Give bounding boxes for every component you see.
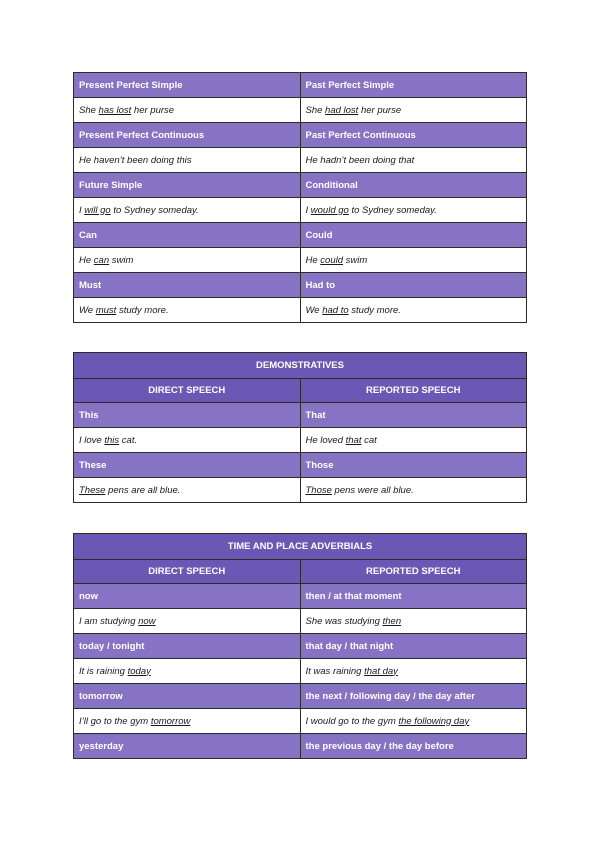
reported-form-cell	[300, 173, 527, 198]
text-segment: now	[79, 590, 98, 602]
text-segment: Past Perfect Continuous	[305, 129, 416, 141]
text-segment: He haven’t been doing this	[79, 154, 192, 166]
text-segment: It was raining	[305, 665, 365, 677]
reported-speech-header: REPORTED SPEECH	[300, 379, 527, 403]
text-segment: I love	[79, 434, 105, 446]
reported-example-cell	[300, 478, 527, 503]
reported-example-cell	[300, 198, 527, 223]
text-segment: Future Simple	[79, 179, 143, 191]
text-segment: She	[305, 104, 326, 116]
direct-form-cell	[74, 173, 301, 198]
highlighted-verb: could	[320, 254, 344, 266]
example-row	[74, 248, 527, 273]
column-header-row	[74, 379, 527, 403]
direct-example-cell	[74, 428, 301, 453]
time-place-adverbials-table	[73, 533, 527, 759]
text-segment: pens were all blue.	[331, 484, 414, 496]
highlighted-verb: that day	[364, 665, 398, 677]
tense-shift-rows	[74, 73, 527, 323]
text-segment: I	[305, 204, 311, 216]
direct-form-cell	[74, 123, 301, 148]
direct-example-cell	[74, 609, 301, 634]
highlighted-verb: now	[138, 615, 156, 627]
text-segment: Must	[79, 279, 102, 291]
highlighted-verb: today	[127, 665, 151, 677]
text-segment: Those	[305, 459, 334, 471]
direct-example-cell	[74, 298, 301, 323]
demonstratives-table	[73, 352, 527, 503]
category-row	[74, 453, 527, 478]
category-row	[74, 684, 527, 709]
text-segment: tomorrow	[79, 690, 123, 702]
reported-example-cell	[300, 709, 527, 734]
category-row	[74, 123, 527, 148]
text-segment: Conditional	[305, 179, 358, 191]
text-segment: that day / that night	[305, 640, 394, 652]
text-segment: He	[79, 254, 94, 266]
reported-form-cell	[300, 453, 527, 478]
highlighted-verb: had to	[322, 304, 349, 316]
text-segment: swim	[109, 254, 134, 266]
example-row	[74, 478, 527, 503]
text-segment: study more.	[348, 304, 401, 316]
highlighted-verb: had lost	[325, 104, 359, 116]
adverbials-title: TIME AND PLACE ADVERBIALS	[74, 534, 527, 560]
reported-form-cell	[300, 73, 527, 98]
reported-example-cell	[300, 298, 527, 323]
adverbials-rows	[74, 584, 527, 759]
reported-form-cell	[300, 634, 527, 659]
text-segment: Past Perfect Simple	[305, 79, 395, 91]
example-row	[74, 609, 527, 634]
example-row	[74, 428, 527, 453]
highlighted-verb: These	[79, 484, 106, 496]
highlighted-verb: this	[104, 434, 120, 446]
example-row	[74, 659, 527, 684]
direct-example-cell	[74, 198, 301, 223]
text-segment: These	[79, 459, 107, 471]
category-row	[74, 634, 527, 659]
text-segment: swim	[343, 254, 368, 266]
table-title-row	[74, 353, 527, 379]
reported-example-cell	[300, 148, 527, 173]
reported-example-cell	[300, 98, 527, 123]
demonstratives-title: DEMONSTRATIVES	[74, 353, 527, 379]
highlighted-verb: then	[382, 615, 402, 627]
highlighted-verb: can	[93, 254, 110, 266]
direct-example-cell	[74, 148, 301, 173]
category-row	[74, 403, 527, 428]
direct-form-cell	[74, 73, 301, 98]
direct-form-cell	[74, 223, 301, 248]
text-segment: the next / following day / the day after	[305, 690, 475, 702]
direct-example-cell	[74, 659, 301, 684]
reported-form-cell	[300, 734, 527, 759]
text-segment: This	[79, 409, 99, 421]
text-segment: cat	[361, 434, 377, 446]
direct-form-cell	[74, 684, 301, 709]
text-segment: That	[305, 409, 326, 421]
direct-example-cell	[74, 98, 301, 123]
text-segment: Present Perfect Continuous	[79, 129, 205, 141]
category-row	[74, 173, 527, 198]
text-segment: I am studying	[79, 615, 139, 627]
text-segment: We	[79, 304, 96, 316]
direct-form-cell	[74, 453, 301, 478]
direct-example-cell	[74, 248, 301, 273]
text-segment: to Sydney someday.	[110, 204, 199, 216]
highlighted-verb: tomorrow	[150, 715, 191, 727]
text-segment: Present Perfect Simple	[79, 79, 183, 91]
text-segment: cat.	[119, 434, 138, 446]
reported-example-cell	[300, 248, 527, 273]
direct-form-cell	[74, 584, 301, 609]
direct-speech-header: DIRECT SPEECH	[74, 379, 301, 403]
reported-form-cell	[300, 123, 527, 148]
highlighted-verb: that	[345, 434, 362, 446]
example-row	[74, 148, 527, 173]
example-row	[74, 298, 527, 323]
text-segment: Had to	[305, 279, 336, 291]
direct-form-cell	[74, 403, 301, 428]
text-segment: pens are all blue.	[105, 484, 181, 496]
highlighted-verb: would go	[310, 204, 349, 216]
example-row	[74, 198, 527, 223]
text-segment: I’ll go to the gym	[79, 715, 151, 727]
text-segment: We	[305, 304, 323, 316]
text-segment: I would go to the gym	[305, 715, 399, 727]
text-segment: She	[79, 104, 99, 116]
category-row	[74, 223, 527, 248]
text-segment: It is raining	[79, 665, 128, 677]
table-title-row	[74, 534, 527, 560]
reported-form-cell	[300, 223, 527, 248]
adverbials-body	[74, 534, 527, 584]
highlighted-verb: Those	[305, 484, 332, 496]
direct-example-cell	[74, 478, 301, 503]
text-segment: He	[305, 254, 321, 266]
direct-form-cell	[74, 273, 301, 298]
example-row	[74, 709, 527, 734]
reported-example-cell	[300, 609, 527, 634]
reported-example-cell	[300, 428, 527, 453]
text-segment: the previous day / the day before	[305, 740, 454, 752]
reported-example-cell	[300, 659, 527, 684]
highlighted-verb: has lost	[98, 104, 132, 116]
text-segment: today / tonight	[79, 640, 145, 652]
highlighted-verb: must	[95, 304, 117, 316]
column-header-row	[74, 560, 527, 584]
text-segment: then / at that moment	[305, 590, 402, 602]
text-segment: I	[79, 204, 85, 216]
demonstratives-rows	[74, 403, 527, 503]
direct-form-cell	[74, 734, 301, 759]
reported-speech-header: REPORTED SPEECH	[300, 560, 527, 584]
demonstratives-body	[74, 353, 527, 403]
reported-form-cell	[300, 403, 527, 428]
text-segment: He loved	[305, 434, 346, 446]
text-segment: He hadn’t been doing that	[305, 154, 415, 166]
text-segment: study more.	[116, 304, 169, 316]
text-segment: to Sydney someday.	[348, 204, 437, 216]
example-row	[74, 98, 527, 123]
text-segment: yesterday	[79, 740, 124, 752]
direct-example-cell	[74, 709, 301, 734]
text-segment: She was studying	[305, 615, 383, 627]
text-segment: her purse	[131, 104, 175, 116]
direct-form-cell	[74, 634, 301, 659]
direct-speech-header: DIRECT SPEECH	[74, 560, 301, 584]
highlighted-verb: will go	[84, 204, 111, 216]
reported-form-cell	[300, 684, 527, 709]
highlighted-verb: the following day	[398, 715, 470, 727]
category-row	[74, 73, 527, 98]
category-row	[74, 734, 527, 759]
tense-shift-table	[73, 72, 527, 323]
text-segment: Can	[79, 229, 97, 241]
category-row	[74, 273, 527, 298]
reported-form-cell	[300, 584, 527, 609]
text-segment: Could	[305, 229, 333, 241]
text-segment: her purse	[358, 104, 402, 116]
reported-form-cell	[300, 273, 527, 298]
category-row	[74, 584, 527, 609]
